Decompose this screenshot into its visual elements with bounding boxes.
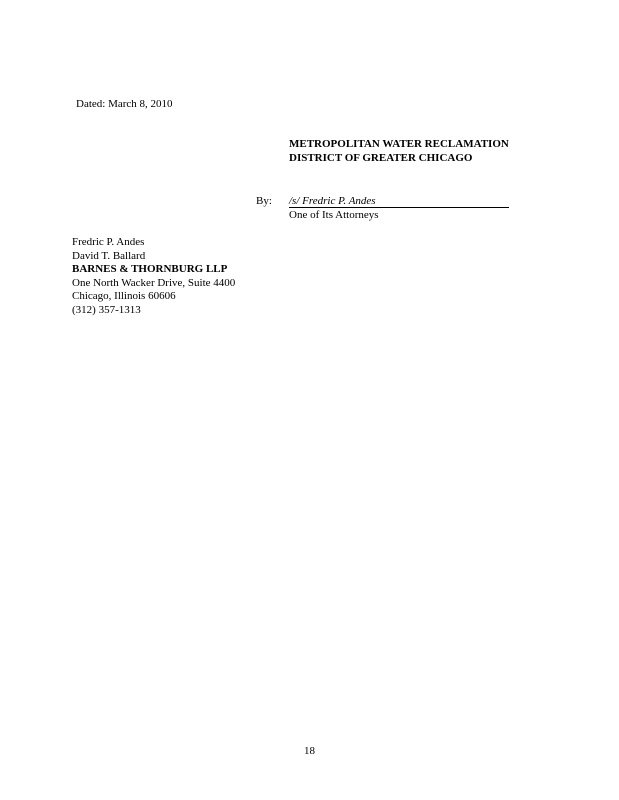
page-number: 18	[304, 745, 315, 757]
dated-line: Dated: March 8, 2010	[76, 98, 173, 110]
signatory-name-line-2: DISTRICT OF GREATER CHICAGO	[289, 152, 473, 164]
law-firm-name: BARNES & THORNBURG LLP	[72, 263, 228, 275]
counsel-block	[72, 236, 235, 317]
address-line: One North Wacker Drive, Suite 4400	[72, 276, 236, 289]
phone-number: (312) 357-1313	[72, 303, 141, 316]
signatory-block	[289, 137, 509, 165]
attorney-name: Fredric P. Andes	[72, 236, 145, 248]
signatory-name-line-1: METROPOLITAN WATER RECLAMATION	[289, 138, 509, 150]
attorney-name: David T. Ballard	[72, 249, 146, 262]
by-label: By:	[256, 195, 272, 207]
signed-name: /s/ Fredric P. Andes	[289, 195, 376, 207]
signature-line	[289, 194, 509, 208]
address-line: Chicago, Illinois 60606	[72, 290, 176, 302]
signature-title: One of Its Attorneys	[289, 209, 379, 221]
